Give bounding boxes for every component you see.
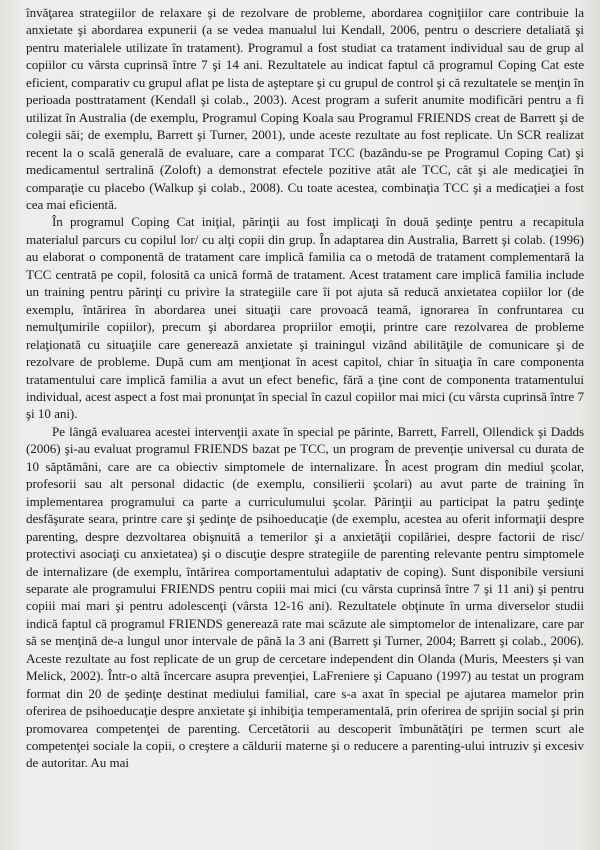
body-text bbox=[26, 4, 584, 772]
paragraph-3: Pe lângă evaluarea acestei intervenţii axate în special pe părinte, Barrett, Farrell, Ollendick şi Dadds (2006) şi-au evaluat programul FRIENDS bazat pe TCC, un program de prevenţie universal cu durata de 10 săptămâni, care are ca obiectiv simptomele de internalizare. În acest program din mediul şcolar, profesorii sau alt personal didactic (de exemplu, consilierii şcolari) au avut parte de training în implementarea programului ca parte a curriculumului şcolar. Părinţii au participat la patru şedinţe desfăşurate seara, printre care şi şedinţe de psihoeducaţie (de exemplu, acestea au oferit informaţii despre parenting, despre dezvoltarea obişnuită a temerilor şi a anxietăţii copilăriei, despre factorii de risc/ protectivi asociaţi cu anxietatea) şi o discuţie despre strategiile de parenting relevante pentru simptomele de internalizare (de exemplu, întărirea comportamentului adaptativ de coping). Sunt disponibile versiuni separate ale programului FRIENDS pentru copiii mai mici (cu vârsta cuprinsă între 7 şi 11 ani) şi pentru copiii mai mari şi pentru adolescenţi (vârsta 12-16 ani). Rezultatele obţinute în urma diverselor studii indică faptul că programul FRIENDS generează rate mai scăzute ale simptomelor de intenalizare, care par să se menţină de-a lungul unor intervale de până la 3 ani (Barrett şi Turner, 2004; Barrett şi colab., 2006). Aceste rezultate au fost replicate de un grup de cercetare independent din Olanda (Muris, Meesters şi van Melick, 2002). Într-o altă încercare asupra prevenţiei, LaFreniere şi Capuano (1997) au testat un program format din 20 de şedinţe destinat mediului familial, care s-a axat în special pe ajutarea mamelor prin oferirea de psihoeducaţie despre anxietate şi inhibiţia temperamentală, prin oferirea de sprijin social şi prin promovarea competenţei de parenting. Cercetătorii au descoperit îmbunătăţiri pe termen scurt ale competenţei sociale la copii, o creştere a căldurii materne şi o reducere a parenting-ului intruziv şi excesiv de autoritar. Au mai bbox=[26, 423, 584, 771]
paragraph-1: învăţarea strategiilor de relaxare şi de rezolvare de probleme, abordarea cogniţiilor care contribuie la anxietate şi abordarea expunerii (a se vedea manualul lui Kendall, 2006, pentru o descriere detaliată şi pentru materialele utilizate în tratament). Programul a fost studiat ca tratament individual sau de grup al copiilor cu vârsta cuprinsă între 7 şi 14 ani. Rezultatele au indicat faptul că programul Coping Cat este eficient, comparativ cu grupul aflat pe lista de aşteptare şi cu grupul de control şi că rezultatele se menţin în perioada posttratament (Kendall şi colab., 2003). Acest program a suferit anumite modificări pentru a fi utilizat în Australia (de exemplu, Programul Coping Koala sau Programul FRIENDS creat de Barrett şi de colegii săi; de exemplu, Barrett şi Turner, 2001), unde aceste rezultate au fost replicate. Un SCR realizat recent la o scală generală de evaluare, care a comparat TCC (bazându-se pe Programul Coping Cat) şi medicamentul sertralină (Zoloft) a demonstrat efectele pozitive atât ale TCC, cât şi ale medicaţiei în comparaţie cu placebo (Walkup şi colab., 2008). Cu toate acestea, combinaţia TCC şi a medicaţiei a fost cea mai eficientă. bbox=[26, 5, 584, 212]
paragraph-2: În programul Coping Cat iniţial, părinţii au fost implicaţi în două şedinţe pentru a recapitula materialul parcurs cu copilul lor/ cu alţi copii din grup. În adaptarea din Australia, Barrett şi colab. (1996) au elaborat o componentă de tratament care implică familia ca o metodă de tratament complementară la TCC centrată pe copil, folosită ca unică formă de tratament. Acest tratament care implică familia include un training pentru părinţi cu privire la strategiile care îi pot ajuta să reducă anxietatea copiilor lor (de exemplu, întărirea în abordarea unei situaţii care provoacă teamă, ignorarea în confruntarea cu nemulţumirile copiilor), precum şi abordarea propriilor emoţii, printre care rezolvarea de probleme relaţionată cu situaţiile care generează anxietate şi trainingul vizând abilităţile de comunicare şi de rezolvare de probleme. După cum am menţionat în acest capitol, chiar în situaţia în care componenta tratamentului care implică familia a avut un efect benefic, fără a ţine cont de componenta tratamentului individual, acest aspect a fost mai pronunţat în special în cazul copiilor mai mici (cu vârsta cuprinsă între 7 şi 10 ani). bbox=[26, 214, 584, 422]
